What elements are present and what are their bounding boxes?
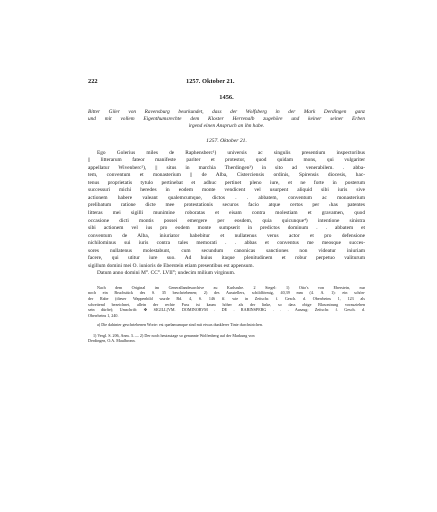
datum-line: Datum anno domini M°. CC°. LVII°; undecim milium virginum. [97,270,236,277]
text-line: sigillum domini mei O. iunioris de Eberstein etiam presentibus est appensum. [88,262,254,269]
text-line: nichilominus sui iuris contra tales memorati . . abbas et conventus me meosque succes- [88,240,365,247]
regest-summary [88,109,365,131]
text-line: tenus proprietatis tytulo pertinebat et adhuc pertinet pleno iure, et ne forte in posterum [88,179,365,186]
text-line: sores nullatenus molestabunt, cum secundum canonicas sanctiones non videatur iniuriam [88,247,365,254]
text-line: tem, conventum et monasterium || de Alba, Cisterciensis ordinis, Spirensis diocesis, hac- [88,172,365,179]
document-date: 1257. Oktober 21. [206,137,247,144]
apparatus-line: Nach dem Original im Generallandesarchive zu Karlsruhe. 2 Siegel: 1) Otto's von Eberstein, nur [97,284,365,290]
source-apparatus [88,285,365,328]
text-line: conventum de Alba, iniuriator habebitur et nullatenus verus actor et pro defensione [88,232,365,239]
footnote-line: Derdingen, O.A. Maulbronn. [88,338,136,344]
text-line: sibi actionem vel ius pro eodem monte sumpserit in predictos dominum . . abbatem et [88,225,365,232]
text-line: facere, qui utitur iure suo. Ad huius itaque plenitudinem et robur perpetuo valiturum [88,255,365,262]
regest-line: Bitter Giler von Ravensburg beurkundet, dass der Wolfsberg in der Mark Derdingen ganz [88,109,365,115]
running-header [88,78,365,85]
apparatus-line: noch ein Bruchstück des S. 35 beschriebenen; 2) des Ausstellers, schildförmig, 40,39 mm (4. A. 1): ein schön- [88,290,365,296]
footnote-line: 1) Vergl. S. 206, Anm. 3. — 2) Der noch heutzutage so genannte Wolfenberg auf der Markung von [93,332,255,338]
apparatus-line: der Rabe (dieser Wappenbild wurde Bd. 4, S. 146 ff. wie in Zeitschr. f. Gesch. d. Oberrheins 1, 123 als [88,296,365,301]
footnotes [88,333,365,344]
apparatus-line: Oberrheins 1, 240. [88,312,119,318]
apparatus-line: sein dürfte); Umschrift: ✠ SIGILL[VM. DOMINORVM . DE . RABINSPERG . . . Auszug: Zeitschr. f. Gesch. d. [88,307,365,313]
text-line: appellatur Wivenberc²), || situs in marchia Therdingen³) in sito ad venerabilem. . abba- [88,164,365,171]
apparatus-line: schreitend bezeichnet, allein der rechte Fuss ist kaum höher als der linke, so dass obige Blasonirung vorzuziehen [88,301,365,307]
text-line: occasione dicti montis possei emergere per eosdem, quia quicunque⁴) intentione sinistra [88,217,365,224]
document-number: 1456. [219,94,234,101]
regest-line: und mit vollem Eigenthumsrechte dem Kloster Herrenalb zugehöre und keiner seiner Erben [88,116,365,123]
running-title: 1257. Oktober 21. [186,78,235,85]
text-line: Ego Golerius miles de Raphensberc¹) universis ac singulis presentium inspectoribus [97,149,365,156]
text-line: litteras mei sigilli munimine roboratas et eisam contra molestiam et gravamen, quod [88,209,365,216]
text-line: || litterarum fateor manifeste pariter et protestor, quod quidam mons, qui vulgariter [88,157,365,164]
regest-line: irgend einen Anspruch an ihn habe. [188,123,265,130]
variant-note: a) Die dahinter geschriebenen Worte: est quelamumque sind mit etwas dunklerer Tinte durchstrichen. [97,322,263,328]
text-line: actionem habere valeant qualemcumque, dictos . . abbatem, conventum ac monasterium [88,194,365,201]
text-line: successuri michi heredes in eodem monte vendicent vel usurpent aliquid sibi iuris sive [88,187,365,194]
charter-text [88,150,365,271]
page-number: 222 [88,78,98,85]
text-line: prelibatum ratione dicte mee protestationis securos facio atque certos per ‹has patentes [88,202,365,209]
